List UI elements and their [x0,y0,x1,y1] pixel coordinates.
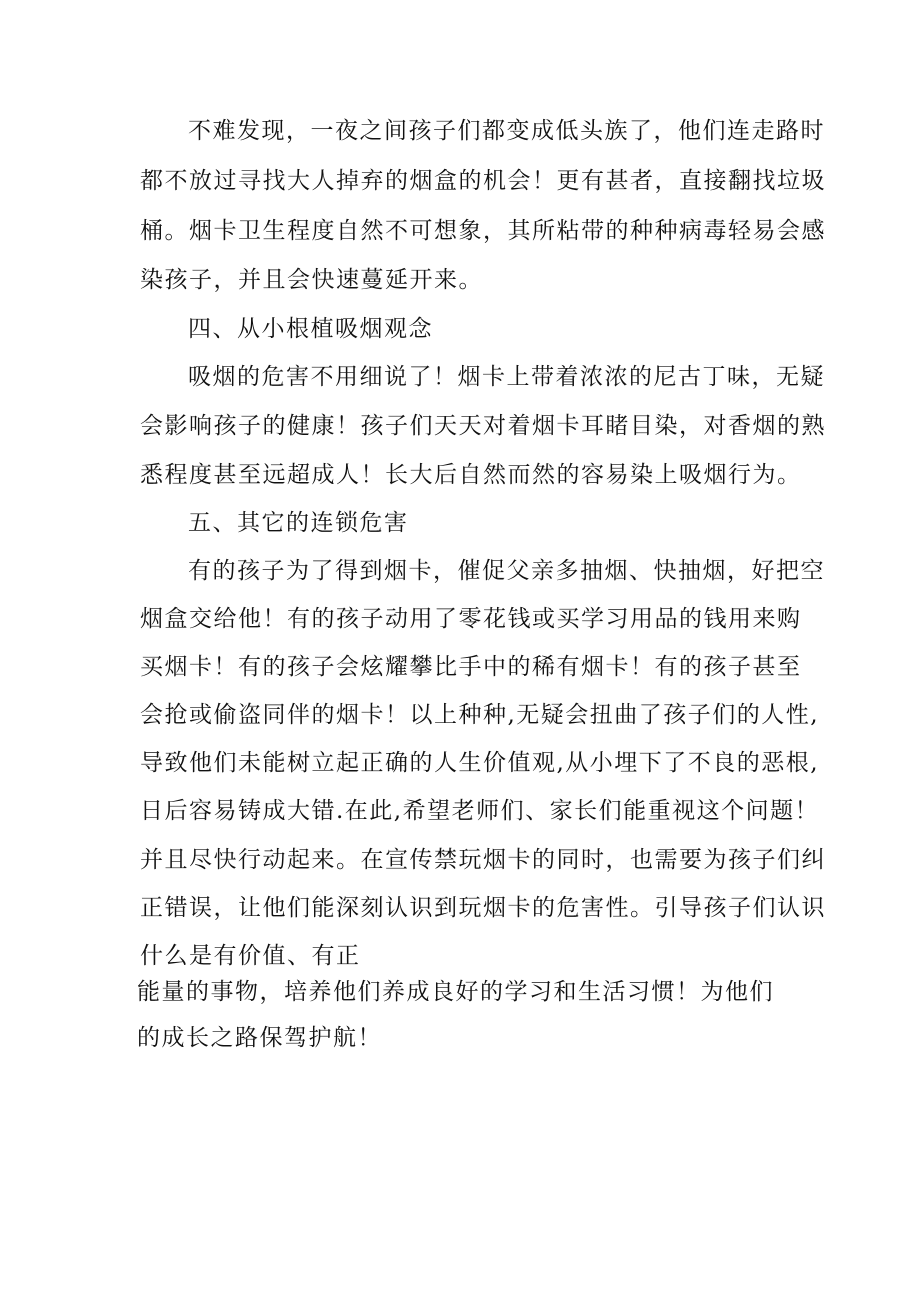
paragraph-3-line-10: 能量的事物，培养他们养成良好的学习和生活习惯！为他们 [137,979,774,1005]
paragraph-3-line-11: 的成长之路保驾护航！ [137,1025,382,1051]
paragraph-3-line-7: 并且尽快行动起来。在宣传禁玩烟卡的同时，也需要为孩子们纠 [140,847,826,873]
paragraph-3-line-6: 日后容易铸成大错.在此,希望老师们、家长们能重视这个问题！ [140,798,820,824]
paragraph-3-line-8: 正错误，让他们能深刻认识到玩烟卡的危害性。引导孩子们认识 [140,895,826,921]
paragraph-3-line-2: 烟盒交给他！有的孩子动用了零花钱或买学习用品的钱用来购 [140,606,802,632]
paragraph-1-line-2: 都不放过寻找大人掉弃的烟盒的机会！更有甚者，直接翻找垃圾 [140,168,826,194]
paragraph-2-line-3: 悉程度甚至远超成人！长大后自然而然的容易染上吸烟行为。 [140,462,802,488]
paragraph-3-line-4: 会抢或偷盗同伴的烟卡！以上种种,无疑会扭曲了孩子们的人性, [140,702,820,728]
paragraph-3-line-1: 有的孩子为了得到烟卡，催促父亲多抽烟、快抽烟，好把空 [188,558,825,584]
paragraph-2-line-2: 会影响孩子的健康！孩子们天天对着烟卡耳睹目染，对香烟的熟 [140,413,826,439]
section-heading-4: 四、从小根植吸烟观念 [188,316,433,342]
paragraph-1-line-1: 不难发现，一夜之间孩子们都变成低头族了，他们连走路时 [188,118,825,144]
paragraph-3-line-3: 买烟卡！有的孩子会炫耀攀比手中的稀有烟卡！有的孩子甚至 [140,654,802,680]
paragraph-1-line-4: 染孩子，并且会快速蔓延开来。 [140,267,483,293]
paragraph-3-line-9: 什么是有价值、有正 [140,943,361,969]
paragraph-1-line-3: 桶。烟卡卫生程度自然不可想象，其所粘带的种种病毒轻易会感 [140,218,826,244]
paragraph-3-line-5: 导致他们未能树立起正确的人生价值观,从小埋下了不良的恶根, [140,750,820,776]
section-heading-5: 五、其它的连锁危害 [188,510,409,536]
paragraph-2-line-1: 吸烟的危害不用细说了！烟卡上带着浓浓的尼古丁味，无疑 [188,364,825,390]
